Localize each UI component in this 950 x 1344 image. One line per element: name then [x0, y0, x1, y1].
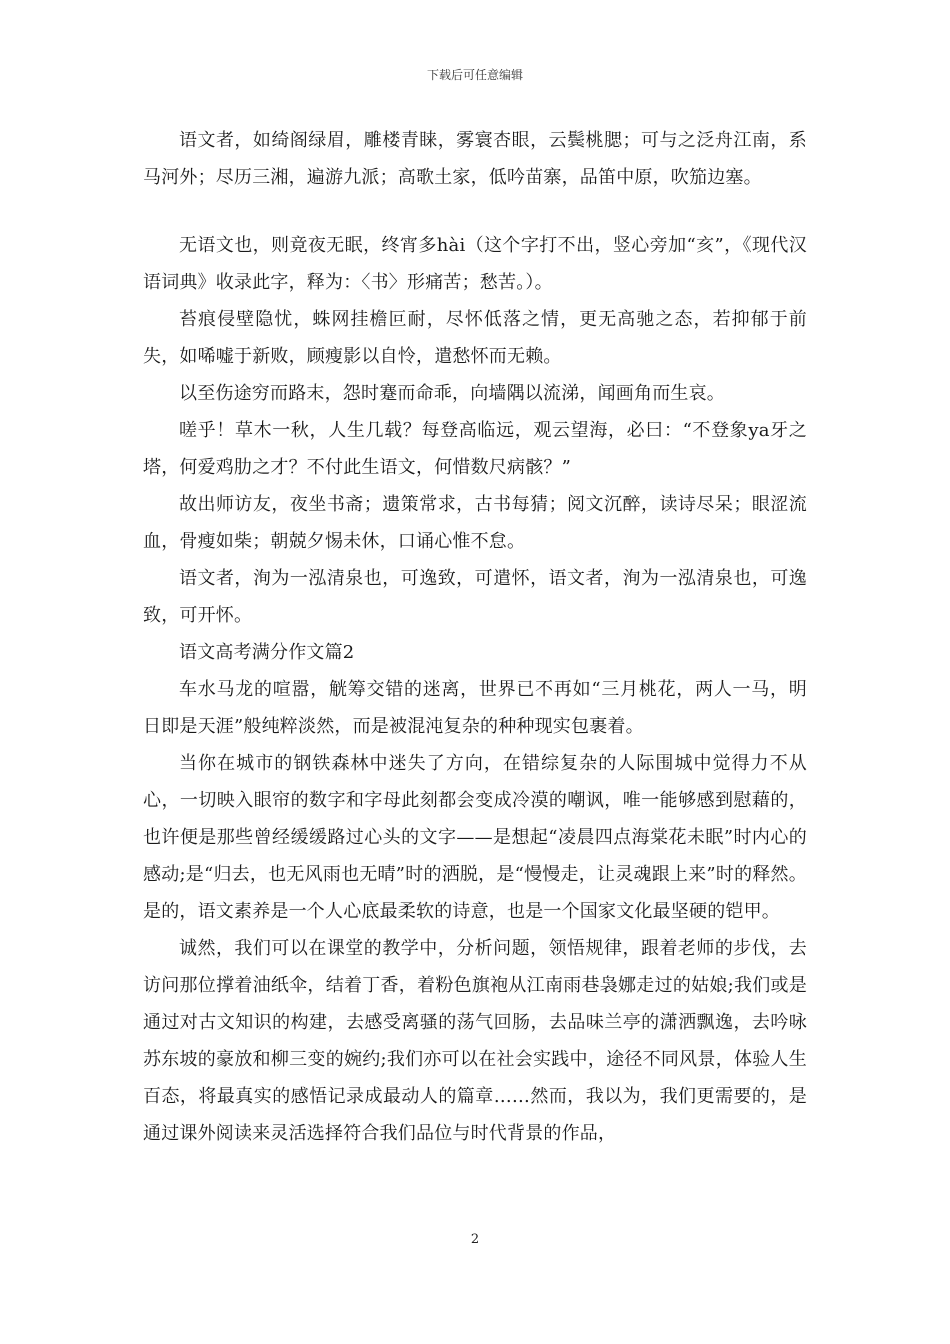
page-header: 下载后可任意编辑: [426, 68, 523, 82]
page-number: 2: [470, 1232, 480, 1247]
paragraph: 语文者，洵为一泓清泉也，可逸致，可遣怀，语文者，洵为一泓清泉也，可逸致，可开怀。: [143, 568, 807, 626]
paragraph: 诚然，我们可以在课堂的教学中，分析问题，领悟规律，跟着老师的步伐，去访问那位撑着油纸伞，结着丁香，着粉色旗袍从江南雨巷袅娜走过的姑娘;我们或是通过对古文知识的构建，去感受离骚的荡气回肠，去品味兰亭的潇洒飘逸，去吟咏苏东坡的豪放和柳三变的婉约;我们亦可以在社会实践中，途径不同风景，体验人生百态，将最真实的感悟记录成最动人的篇章……然而，我以为，我们更需要的，是通过课外阅读来灵活选择符合我们品位与时代背景的作品，: [143, 938, 807, 1144]
paragraph: 苔痕侵壁隐忧，蛛网挂檐叵耐，尽怀低落之情，更无高驰之态，若抑郁于前失，如唏嘘于新败，顾瘦影以自怜，遣愁怀而无赖。: [143, 309, 807, 367]
paragraph: 车水马龙的喧嚣，觥筹交错的迷离，世界已不再如“三月桃花，两人一马，明日即是天涯”般纯粹淡然，而是被混沌复杂的种种现实包裹着。: [143, 679, 807, 737]
section-title: 语文高考满分作文篇2: [179, 642, 355, 663]
paragraph: 故出师访友，夜坐书斋；遗策常求，古书每猜；阅文沉醉，读诗尽呆；眼涩流血，骨瘦如柴；朝兢夕惕未休，口诵心惟不怠。: [143, 494, 807, 552]
paragraph: 以至伤途穷而路末，怨时蹇而命乖，向墙隅以流涕，闻画角而生哀。: [179, 383, 725, 404]
paragraph: 无语文也，则竟夜无眠，终宵多hài（这个字打不出，竖心旁加“亥”，《现代汉语词典》收录此字，释为：〈书〉形痛苦；愁苦。）。: [143, 235, 807, 293]
document-body: [143, 122, 807, 1152]
paragraph: 嗟乎！草木一秋，人生几载？每登高临远，观云望海，必曰：“不登象ya牙之塔，何爱鸡肋之才？不付此生语文，何惜数尺病骸？”: [143, 420, 807, 478]
paragraph: 语文者，如绮阁绿眉，雕楼青睐，雾寰杏眼，云鬓桃腮；可与之泛舟江南，系马河外；尽历三湘，遍游九派；高歌土家，低吟苗寨，品笛中原，吹笳边塞。: [143, 130, 807, 188]
paragraph: 当你在城市的钢铁森林中迷失了方向，在错综复杂的人际围城中觉得力不从心，一切映入眼帘的数字和字母此刻都会变成冷漠的嘲讽，唯一能够感到慰藉的，也许便是那些曾经缓缓路过心头的文字——是想起“凌晨四点海棠花未眠”时内心的感动;是“归去，也无风雨也无晴”时的洒脱，是“慢慢走，让灵魂跟上来”时的释然。是的，语文素养是一个人心底最柔软的诗意，也是一个国家文化最坚硬的铠甲。: [143, 753, 807, 922]
